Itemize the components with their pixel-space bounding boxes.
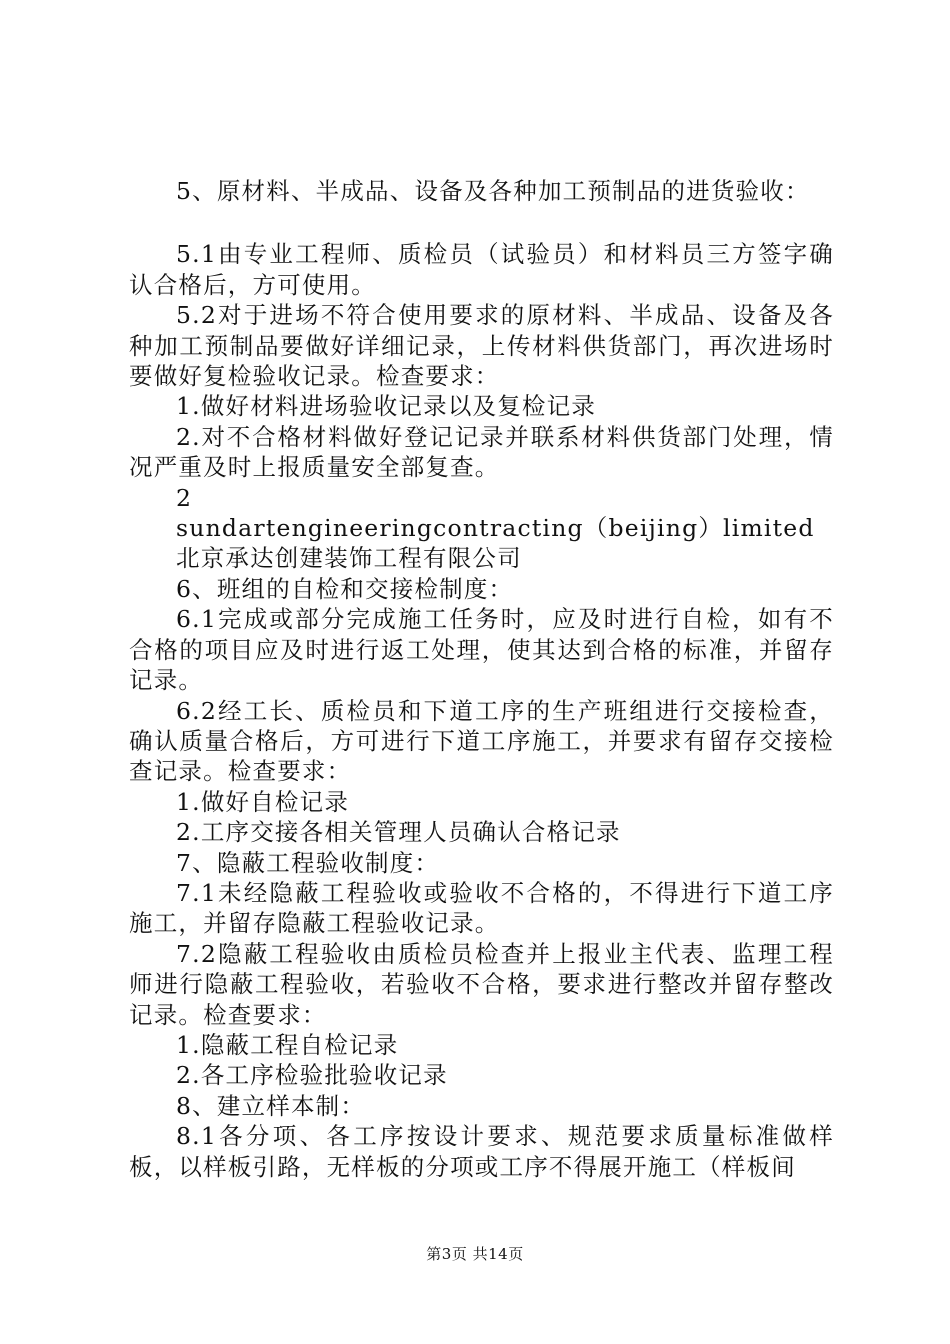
- requirement-item: 2.各工序检验批验收记录: [176, 1061, 448, 1090]
- section-heading-8: 8、建立样本制：: [176, 1091, 366, 1120]
- requirement-item: 2.工序交接各相关管理人员确认合格记录: [176, 818, 621, 847]
- paragraph-7-2: 7.2隐蔽工程验收由质检员检查并上报业主代表、监理工程师进行隐蔽工程验收，若验收不合格，要求进行整改并留存整改记录。检查要求：: [129, 939, 834, 1029]
- requirement-item: 2.对不合格材料做好登记记录并联系材料供货部门处理，情况严重及时上报质量安全部复查。: [129, 422, 834, 482]
- paragraph-6-2: 6.2经工长、质检员和下道工序的生产班组进行交接检查，确认质量合格后，方可进行下道工序施工，并要求有留存交接检查记录。检查要求：: [129, 696, 834, 786]
- requirement-item: 1.做好材料进场验收记录以及复检记录: [176, 392, 597, 421]
- paragraph-5-1: 5.1由专业工程师、质检员（试验员）和材料员三方签字确认合格后，方可使用。: [129, 240, 834, 299]
- paragraph-7-1: 7.1未经隐蔽工程验收或验收不合格的，不得进行下道工序施工，并留存隐蔽工程验收记录。: [129, 878, 834, 938]
- company-name-chinese: 北京承达创建装饰工程有限公司: [176, 544, 522, 573]
- company-name-english: sundartengineeringcontracting（beijing）limited: [176, 514, 815, 543]
- requirement-item: 1.隐蔽工程自检记录: [176, 1030, 399, 1059]
- requirement-item: 1.做好自检记录: [176, 787, 350, 816]
- paragraph-6-1: 6.1完成或部分完成施工任务时，应及时进行自检，如有不合格的项目应及时进行返工处理，使其达到合格的标准，并留存记录。: [129, 605, 834, 695]
- section-heading-5: 5、原材料、半成品、设备及各种加工预制品的进货验收：: [176, 177, 810, 205]
- section-heading-7: 7、隐蔽工程验收制度：: [176, 848, 440, 877]
- page-footer: 第3页 共14页: [426, 1245, 524, 1263]
- section-heading-6: 6、班组的自检和交接检制度：: [176, 574, 514, 603]
- paragraph-5-2: 5.2对于进场不符合使用要求的原材料、半成品、设备及各种加工预制品要做好详细记录，上传材料供货部门，再次进场时要做好复检验收记录。检查要求：: [129, 301, 834, 391]
- document-body: [129, 176, 834, 1182]
- paragraph-8-1: 8.1各分项、各工序按设计要求、规范要求质量标准做样板，以样板引路，无样板的分项或工序不得展开施工（样板间: [129, 1122, 834, 1181]
- page-number-fragment: 2: [176, 483, 193, 512]
